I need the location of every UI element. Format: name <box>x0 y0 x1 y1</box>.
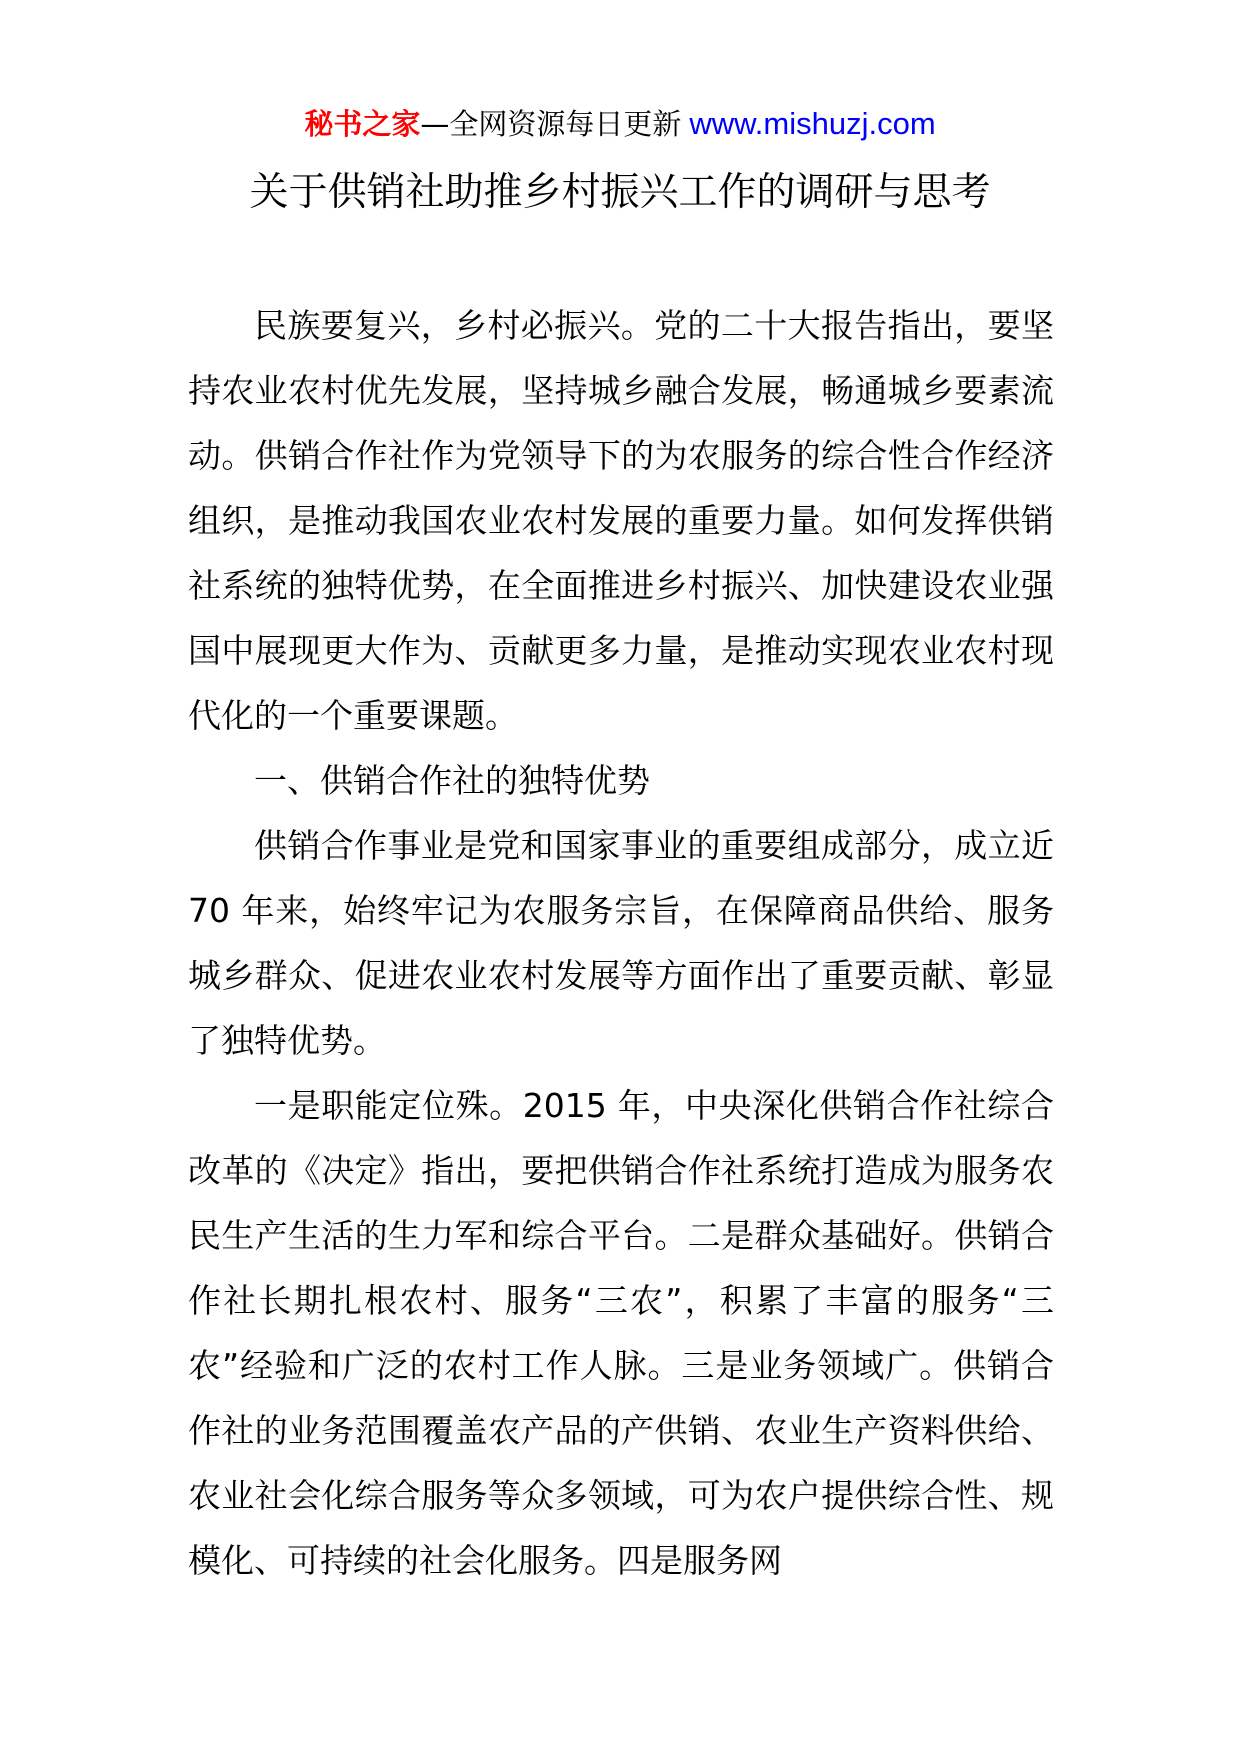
paragraph-advantages: 一是职能定位殊。2015 年，中央深化供销合作社综合改革的《决定》指出，要把供销合作社系统打造成为服务农民生产生活的生力军和综合平台。二是群众基础好。供销合作社长期扎根农村、服务“三农”，积累了丰富的服务“三农”经验和广泛的农村工作人脉。三是业务领域广。供销合作社的业务范围覆盖农产品的产供销、农业生产资料供给、农业社会化综合服务等众多领域，可为农户提供综合性、规模化、可持续的社会化服务。四是服务网 <box>188 1086 1054 1580</box>
document-body <box>188 293 1054 1593</box>
site-url-link[interactable]: www.mishuzj.com <box>689 106 936 141</box>
site-brand: 秘书之家 <box>304 107 421 141</box>
site-header <box>0 102 1240 146</box>
paragraph-section-1-intro: 供销合作事业是党和国家事业的重要组成部分，成立近 70 年来，始终牢记为农服务宗旨，在保障商品供给、服务城乡群众、促进农业农村发展等方面作出了重要贡献、彰显了独特优势。 <box>188 826 1054 1060</box>
paragraph-intro: 民族要复兴，乡村必振兴。党的二十大报告指出，要坚持农业农村优先发展，坚持城乡融合发展，畅通城乡要素流动。供销合作社作为党领导下的为农服务的综合性合作经济组织，是推动我国农业农村发展的重要力量。如何发挥供销社系统的独特优势，在全面推进乡村振兴、加快建设农业强国中展现更大作为、贡献更多力量，是推动实现农业农村现代化的一个重要课题。 <box>188 306 1054 735</box>
site-tagline: —全网资源每日更新 <box>420 107 682 141</box>
document-title: 关于供销社助推乡村振兴工作的调研与思考 <box>249 170 991 215</box>
section-heading-1: 一、供销合作社的独特优势 <box>254 761 650 800</box>
